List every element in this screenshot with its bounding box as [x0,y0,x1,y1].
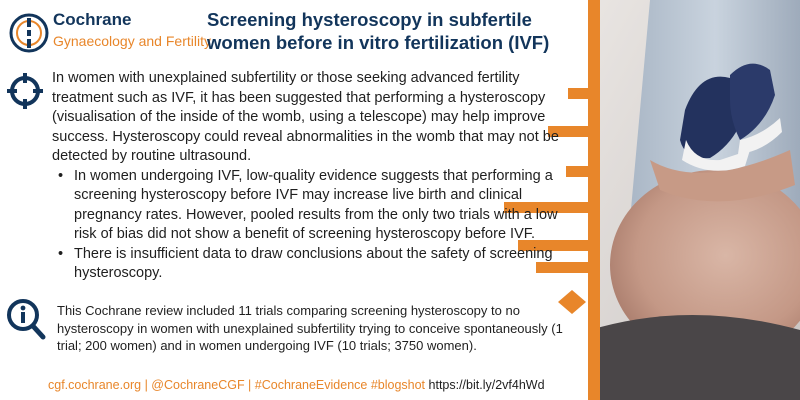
cochrane-logo-icon [9,13,49,53]
intro-paragraph: In women with unexplained subfertility or those seeking advanced fertility treatment such as IVF, it has been suggested that performing a hysteroscopy (visualisation of the inside of the womb, using a telescope) may help improve success. Hysteroscopy could reveal abnormalities in the womb that may not be detected by routine ultrasound. [52,70,559,164]
pregnancy-photo [590,0,800,400]
page-title: Screening hysteroscopy in subfertile women before in vitro fertilization (IVF) [207,9,550,53]
main-text [52,69,582,284]
brand-name: Cochrane [53,10,132,29]
footer [48,378,545,392]
list-item: • In women undergoing IVF, low-quality evidence suggests that performing a screening hysteroscopy before IVF may increase live birth and clinical pregnancy rates. However, pooled results from the only two trials with a low risk of bias did not show a benefit of screening hysteroscopy before IVF. [58,167,582,245]
review-summary: This Cochrane review included 11 trials comparing screening hysteroscopy to no hysteroscopy in women with unexplained subfertility trying to conceive spontaneously (1 trial; 200 women) and in women undergoing IVF (10 trials; 3750 women). [57,303,563,353]
list-item: • There is insufficient data to draw conclusions about the safety of screening hysteroscopy. [58,245,582,284]
footer-url[interactable]: https://bit.ly/2vf4hWd [428,378,545,392]
brand-subtitle: Gynaecology and Fertility [53,33,211,49]
info-search-icon [6,298,46,340]
footer-links[interactable]: cgf.cochrane.org | @CochraneCGF | #CochraneEvidence #blogshot [48,378,426,392]
key-points-list [52,167,582,284]
target-icon [6,72,44,110]
